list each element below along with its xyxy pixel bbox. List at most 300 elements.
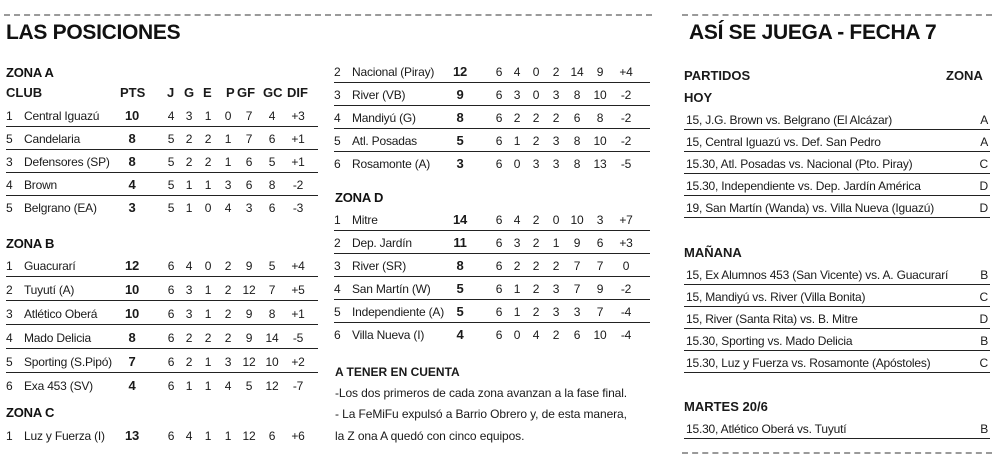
cell-p: 1 bbox=[224, 429, 232, 443]
cell-p: 4 bbox=[224, 379, 232, 393]
table-row bbox=[6, 104, 318, 127]
cell-j: 6 bbox=[167, 331, 175, 345]
cell-gc: 6 bbox=[596, 236, 604, 250]
cell-pts: 8 bbox=[456, 110, 464, 125]
match-text: 15, Central Iguazú vs. Def. San Pedro bbox=[686, 135, 881, 149]
cell-e: 2 bbox=[204, 331, 212, 345]
cell-gc: 5 bbox=[268, 155, 276, 169]
table-row bbox=[334, 254, 650, 277]
cell-gc: 6 bbox=[268, 201, 276, 215]
cell-club: Central Iguazú bbox=[24, 109, 100, 123]
table-row bbox=[6, 150, 318, 173]
cell-pts: 5 bbox=[456, 304, 464, 319]
cell-j: 6 bbox=[495, 236, 503, 250]
cell-club: Atlético Oberá bbox=[24, 307, 98, 321]
cell-club: Atl. Posadas bbox=[352, 134, 417, 148]
table-row bbox=[334, 83, 650, 106]
cell-j: 6 bbox=[495, 157, 503, 171]
cell-e: 2 bbox=[532, 282, 540, 296]
match-text: 15.30, Luz y Fuerza vs. Rosamonte (Apóstoles) bbox=[686, 356, 931, 370]
cell-gf: 9 bbox=[245, 331, 253, 345]
cell-p: 1 bbox=[224, 155, 232, 169]
cell-g: 4 bbox=[185, 259, 193, 273]
cell-club: Mitre bbox=[352, 213, 378, 227]
cell-p: 0 bbox=[552, 213, 560, 227]
fixtures-col-partidos: PARTIDOS bbox=[684, 68, 751, 83]
match-text: 15, J.G. Brown vs. Belgrano (El Alcázar) bbox=[686, 113, 893, 127]
cell-pts: 3 bbox=[456, 156, 464, 171]
cell-dif: +4 bbox=[619, 65, 633, 79]
table-row bbox=[6, 326, 318, 349]
cell-g: 3 bbox=[185, 109, 193, 123]
cell-pts: 10 bbox=[124, 282, 140, 297]
cell-e: 1 bbox=[204, 307, 212, 321]
match-row bbox=[684, 285, 990, 307]
cell-club: Guacurarí bbox=[24, 259, 76, 273]
match-zona: A bbox=[980, 135, 988, 149]
match-zona: B bbox=[980, 422, 988, 436]
header-p: P bbox=[226, 85, 235, 100]
cell-gf: 3 bbox=[573, 305, 581, 319]
cell-pts: 3 bbox=[128, 200, 136, 215]
cell-dif: +1 bbox=[291, 307, 305, 321]
cell-g: 1 bbox=[513, 282, 521, 296]
match-text: 19, San Martín (Wanda) vs. Villa Nueva (Iguazú) bbox=[686, 201, 935, 215]
cell-pts: 12 bbox=[124, 258, 140, 273]
cell-g: 2 bbox=[185, 331, 193, 345]
cell-e: 0 bbox=[532, 65, 540, 79]
cell-gc: 7 bbox=[596, 259, 604, 273]
table-row bbox=[6, 350, 318, 373]
note-line-2: - La FeMiFu expulsó a Barrio Obrero y, de esta manera, bbox=[335, 407, 627, 421]
cell-dif: +6 bbox=[291, 429, 305, 443]
match-text: 15, River (Santa Rita) vs. B. Mitre bbox=[686, 312, 858, 326]
cell-pos: 3 bbox=[6, 307, 13, 321]
cell-j: 6 bbox=[495, 213, 503, 227]
cell-dif: -2 bbox=[620, 111, 632, 125]
cell-pts: 4 bbox=[128, 378, 136, 393]
cell-pts: 8 bbox=[128, 131, 136, 146]
cell-pos: 1 bbox=[6, 259, 13, 273]
cell-e: 2 bbox=[532, 259, 540, 273]
cell-dif: -7 bbox=[292, 379, 304, 393]
cell-g: 3 bbox=[513, 236, 521, 250]
cell-pos: 4 bbox=[334, 111, 341, 125]
match-text: 15.30, Sporting vs. Mado Delicia bbox=[686, 334, 853, 348]
match-zona: B bbox=[980, 268, 988, 282]
cell-gf: 10 bbox=[570, 213, 584, 227]
cell-dif: -4 bbox=[620, 328, 632, 342]
cell-gc: 10 bbox=[265, 355, 279, 369]
cell-p: 3 bbox=[224, 178, 232, 192]
cell-pos: 4 bbox=[334, 282, 341, 296]
cell-p: 2 bbox=[552, 65, 560, 79]
cell-club: Mandiyú (G) bbox=[352, 111, 416, 125]
cell-dif: -2 bbox=[620, 88, 632, 102]
cell-dif: 0 bbox=[622, 259, 630, 273]
cell-dif: -2 bbox=[292, 178, 304, 192]
top-divider-right bbox=[682, 14, 992, 16]
match-zona: C bbox=[979, 290, 988, 304]
cell-gc: 7 bbox=[268, 283, 276, 297]
cell-gf: 6 bbox=[245, 155, 253, 169]
cell-pos: 5 bbox=[6, 201, 13, 215]
match-zona: A bbox=[980, 113, 988, 127]
table-row bbox=[6, 278, 318, 301]
cell-dif: +4 bbox=[291, 259, 305, 273]
cell-j: 6 bbox=[167, 283, 175, 297]
cell-g: 1 bbox=[513, 305, 521, 319]
cell-gc: 7 bbox=[596, 305, 604, 319]
cell-g: 2 bbox=[185, 355, 193, 369]
cell-g: 1 bbox=[185, 201, 193, 215]
match-text: 15, Mandiyú vs. River (Villa Bonita) bbox=[686, 290, 866, 304]
match-row bbox=[684, 307, 990, 329]
cell-j: 6 bbox=[495, 134, 503, 148]
cell-pts: 5 bbox=[456, 281, 464, 296]
table-row bbox=[6, 173, 318, 196]
cell-e: 1 bbox=[204, 379, 212, 393]
table-row bbox=[6, 374, 318, 397]
cell-g: 2 bbox=[185, 155, 193, 169]
cell-pts: 14 bbox=[452, 212, 468, 227]
header-club: CLUB bbox=[6, 85, 43, 100]
cell-j: 5 bbox=[167, 178, 175, 192]
match-row bbox=[684, 130, 990, 152]
cell-gc: 6 bbox=[268, 132, 276, 146]
table-row bbox=[334, 277, 650, 300]
cell-gc: 9 bbox=[596, 65, 604, 79]
cell-g: 3 bbox=[185, 307, 193, 321]
cell-club: Defensores (SP) bbox=[24, 155, 110, 169]
match-row bbox=[684, 174, 990, 196]
cell-p: 2 bbox=[552, 259, 560, 273]
cell-p: 1 bbox=[224, 132, 232, 146]
cell-gc: 5 bbox=[268, 259, 276, 273]
cell-gc: 12 bbox=[265, 379, 279, 393]
cell-gc: 9 bbox=[596, 282, 604, 296]
cell-dif: +5 bbox=[291, 283, 305, 297]
match-text: 15, Ex Alumnos 453 (San Vicente) vs. A. Guacurarí bbox=[686, 268, 949, 282]
table-row bbox=[334, 152, 650, 175]
cell-pos: 3 bbox=[334, 259, 341, 273]
cell-p: 2 bbox=[224, 331, 232, 345]
cell-dif: +2 bbox=[291, 355, 305, 369]
cell-p: 2 bbox=[552, 328, 560, 342]
cell-dif: +3 bbox=[291, 109, 305, 123]
cell-j: 5 bbox=[167, 155, 175, 169]
cell-dif: -5 bbox=[620, 157, 632, 171]
cell-club: Tuyutí (A) bbox=[24, 283, 75, 297]
cell-pos: 5 bbox=[6, 132, 13, 146]
cell-pos: 6 bbox=[6, 379, 13, 393]
standings-title: LAS POSICIONES bbox=[6, 21, 181, 44]
table-row bbox=[334, 208, 650, 231]
table-row bbox=[334, 106, 650, 129]
cell-pos: 3 bbox=[334, 88, 341, 102]
cell-pts: 11 bbox=[453, 235, 467, 250]
bottom-divider-right bbox=[682, 452, 992, 454]
section-manana: MAÑANA bbox=[684, 245, 742, 260]
section-martes: MARTES 20/6 bbox=[684, 399, 768, 414]
cell-pts: 10 bbox=[124, 306, 140, 321]
cell-gf: 7 bbox=[245, 132, 253, 146]
cell-gf: 7 bbox=[573, 259, 581, 273]
cell-p: 0 bbox=[224, 109, 232, 123]
cell-dif: +7 bbox=[619, 213, 633, 227]
cell-j: 4 bbox=[167, 109, 175, 123]
cell-p: 3 bbox=[552, 282, 560, 296]
cell-gc: 6 bbox=[268, 429, 276, 443]
cell-p: 3 bbox=[552, 88, 560, 102]
match-text: 15.30, Independiente vs. Dep. Jardín América bbox=[686, 179, 921, 193]
cell-pts: 13 bbox=[124, 428, 140, 443]
cell-e: 1 bbox=[204, 109, 212, 123]
cell-pos: 2 bbox=[6, 283, 13, 297]
match-row bbox=[684, 351, 990, 373]
cell-j: 6 bbox=[167, 429, 175, 443]
cell-e: 1 bbox=[204, 429, 212, 443]
cell-pts: 4 bbox=[456, 327, 464, 342]
cell-g: 3 bbox=[513, 88, 521, 102]
cell-gc: 8 bbox=[596, 111, 604, 125]
header-j: J bbox=[167, 85, 175, 100]
cell-pos: 6 bbox=[334, 157, 341, 171]
cell-pts: 8 bbox=[128, 330, 136, 345]
cell-gc: 10 bbox=[593, 328, 607, 342]
match-row bbox=[684, 108, 990, 130]
cell-pos: 1 bbox=[334, 213, 341, 227]
cell-p: 2 bbox=[224, 259, 232, 273]
cell-club: River (SR) bbox=[352, 259, 406, 273]
cell-p: 2 bbox=[224, 283, 232, 297]
cell-p: 2 bbox=[224, 307, 232, 321]
cell-j: 5 bbox=[167, 132, 175, 146]
table-row bbox=[334, 323, 650, 346]
cell-j: 6 bbox=[167, 307, 175, 321]
zona-c-title: ZONA C bbox=[6, 405, 55, 420]
cell-club: Brown bbox=[24, 178, 58, 192]
cell-dif: -2 bbox=[620, 282, 632, 296]
cell-pts: 4 bbox=[128, 177, 136, 192]
cell-j: 6 bbox=[167, 355, 175, 369]
cell-gc: 8 bbox=[268, 307, 276, 321]
cell-gc: 10 bbox=[593, 134, 607, 148]
cell-j: 6 bbox=[495, 328, 503, 342]
cell-pos: 5 bbox=[334, 305, 341, 319]
cell-club: Villa Nueva (I) bbox=[352, 328, 425, 342]
cell-e: 2 bbox=[532, 236, 540, 250]
cell-club: Sporting (S.Pipó) bbox=[24, 355, 112, 369]
cell-e: 2 bbox=[532, 213, 540, 227]
cell-pts: 9 bbox=[456, 87, 464, 102]
cell-gf: 3 bbox=[245, 201, 253, 215]
match-zona: D bbox=[979, 201, 988, 215]
cell-gf: 8 bbox=[573, 134, 581, 148]
cell-j: 6 bbox=[495, 282, 503, 296]
cell-dif: +3 bbox=[619, 236, 633, 250]
table-row bbox=[6, 424, 318, 447]
cell-gf: 7 bbox=[573, 282, 581, 296]
cell-pts: 12 bbox=[452, 64, 468, 79]
cell-e: 3 bbox=[532, 157, 540, 171]
match-row bbox=[684, 417, 990, 439]
cell-pts: 10 bbox=[124, 108, 140, 123]
cell-pts: 5 bbox=[456, 133, 464, 148]
cell-e: 1 bbox=[204, 355, 212, 369]
cell-gf: 12 bbox=[242, 283, 256, 297]
match-text: 15.30, Atl. Posadas vs. Nacional (Pto. Piray) bbox=[686, 157, 913, 171]
cell-j: 6 bbox=[495, 259, 503, 273]
cell-p: 4 bbox=[224, 201, 232, 215]
cell-j: 6 bbox=[495, 65, 503, 79]
cell-g: 1 bbox=[185, 379, 193, 393]
cell-gf: 6 bbox=[573, 111, 581, 125]
cell-gc: 14 bbox=[265, 331, 279, 345]
cell-g: 2 bbox=[513, 259, 521, 273]
table-row bbox=[6, 254, 318, 277]
cell-g: 4 bbox=[513, 213, 521, 227]
cell-e: 2 bbox=[532, 305, 540, 319]
cell-e: 0 bbox=[204, 201, 212, 215]
table-row bbox=[334, 129, 650, 152]
table-row bbox=[334, 231, 650, 254]
cell-j: 6 bbox=[495, 305, 503, 319]
cell-gf: 12 bbox=[242, 429, 256, 443]
cell-pos: 3 bbox=[6, 155, 13, 169]
cell-club: Dep. Jardín bbox=[352, 236, 412, 250]
cell-pos: 4 bbox=[6, 331, 13, 345]
cell-j: 6 bbox=[495, 111, 503, 125]
match-zona: D bbox=[979, 312, 988, 326]
match-zona: C bbox=[979, 157, 988, 171]
cell-e: 2 bbox=[532, 111, 540, 125]
header-pts: PTS bbox=[120, 85, 146, 100]
cell-p: 2 bbox=[552, 111, 560, 125]
cell-club: Rosamonte (A) bbox=[352, 157, 431, 171]
cell-gf: 6 bbox=[573, 328, 581, 342]
match-zona: D bbox=[979, 179, 988, 193]
cell-g: 1 bbox=[513, 134, 521, 148]
table-row bbox=[334, 300, 650, 323]
cell-gc: 10 bbox=[593, 88, 607, 102]
cell-club: River (VB) bbox=[352, 88, 406, 102]
cell-e: 0 bbox=[532, 88, 540, 102]
cell-e: 2 bbox=[204, 155, 212, 169]
cell-club: Luz y Fuerza (I) bbox=[24, 429, 105, 443]
cell-g: 0 bbox=[513, 157, 521, 171]
match-row bbox=[684, 152, 990, 174]
fixtures-col-zona: ZONA bbox=[946, 68, 983, 83]
match-zona: C bbox=[979, 356, 988, 370]
cell-p: 3 bbox=[224, 355, 232, 369]
cell-p: 3 bbox=[552, 134, 560, 148]
cell-pos: 5 bbox=[334, 134, 341, 148]
cell-pts: 7 bbox=[128, 354, 136, 369]
cell-gf: 14 bbox=[570, 65, 584, 79]
cell-e: 1 bbox=[204, 283, 212, 297]
cell-pts: 8 bbox=[456, 258, 464, 273]
cell-gc: 3 bbox=[596, 213, 604, 227]
cell-gf: 12 bbox=[242, 355, 256, 369]
cell-dif: -5 bbox=[292, 331, 304, 345]
cell-e: 2 bbox=[532, 134, 540, 148]
cell-club: Nacional (Piray) bbox=[352, 65, 435, 79]
cell-gf: 7 bbox=[245, 109, 253, 123]
cell-gf: 9 bbox=[245, 259, 253, 273]
cell-pos: 6 bbox=[334, 328, 341, 342]
cell-g: 2 bbox=[185, 132, 193, 146]
table-row bbox=[334, 60, 650, 83]
cell-pts: 8 bbox=[128, 154, 136, 169]
cell-club: Independiente (A) bbox=[352, 305, 445, 319]
cell-club: San Martín (W) bbox=[352, 282, 431, 296]
cell-club: Mado Delicia bbox=[24, 331, 91, 345]
cell-e: 2 bbox=[204, 132, 212, 146]
cell-gc: 13 bbox=[593, 157, 607, 171]
header-dif: DIF bbox=[287, 85, 308, 100]
cell-club: Candelaria bbox=[24, 132, 81, 146]
cell-j: 6 bbox=[495, 88, 503, 102]
table-row bbox=[6, 302, 318, 325]
cell-gc: 4 bbox=[268, 109, 276, 123]
note-line-1: -Los dos primeros de cada zona avanzan a la fase final. bbox=[335, 386, 628, 400]
cell-dif: +1 bbox=[291, 155, 305, 169]
section-hoy: HOY bbox=[684, 90, 713, 105]
cell-gf: 8 bbox=[573, 157, 581, 171]
cell-g: 0 bbox=[513, 328, 521, 342]
cell-p: 3 bbox=[552, 305, 560, 319]
fixtures-title: ASÍ SE JUEGA - FECHA 7 bbox=[689, 21, 937, 44]
match-row bbox=[684, 263, 990, 285]
cell-g: 2 bbox=[513, 111, 521, 125]
cell-j: 6 bbox=[167, 379, 175, 393]
cell-dif: +1 bbox=[291, 132, 305, 146]
table-row bbox=[6, 127, 318, 150]
cell-pos: 4 bbox=[6, 178, 13, 192]
table-row bbox=[6, 196, 318, 219]
cell-gf: 9 bbox=[573, 236, 581, 250]
cell-pos: 2 bbox=[334, 65, 341, 79]
cell-gc: 8 bbox=[268, 178, 276, 192]
cell-p: 1 bbox=[552, 236, 560, 250]
cell-e: 1 bbox=[204, 178, 212, 192]
cell-pos: 2 bbox=[334, 236, 341, 250]
match-text: 15.30, Atlético Oberá vs. Tuyutí bbox=[686, 422, 847, 436]
header-g: G bbox=[184, 85, 195, 100]
cell-p: 3 bbox=[552, 157, 560, 171]
header-gc: GC bbox=[263, 85, 283, 100]
cell-pos: 1 bbox=[6, 109, 13, 123]
match-zona: B bbox=[980, 334, 988, 348]
zona-b-title: ZONA B bbox=[6, 236, 55, 251]
cell-gf: 5 bbox=[245, 379, 253, 393]
cell-j: 5 bbox=[167, 201, 175, 215]
cell-dif: -2 bbox=[620, 134, 632, 148]
top-divider-left bbox=[4, 14, 652, 16]
cell-club: Exa 453 (SV) bbox=[24, 379, 93, 393]
header-e: E bbox=[203, 85, 212, 100]
zona-d-title: ZONA D bbox=[335, 190, 384, 205]
cell-gf: 6 bbox=[245, 178, 253, 192]
match-row bbox=[684, 196, 990, 218]
cell-g: 3 bbox=[185, 283, 193, 297]
standings-header bbox=[0, 85, 330, 103]
cell-dif: -3 bbox=[292, 201, 304, 215]
cell-g: 1 bbox=[185, 178, 193, 192]
cell-club: Belgrano (EA) bbox=[24, 201, 97, 215]
cell-e: 4 bbox=[532, 328, 540, 342]
